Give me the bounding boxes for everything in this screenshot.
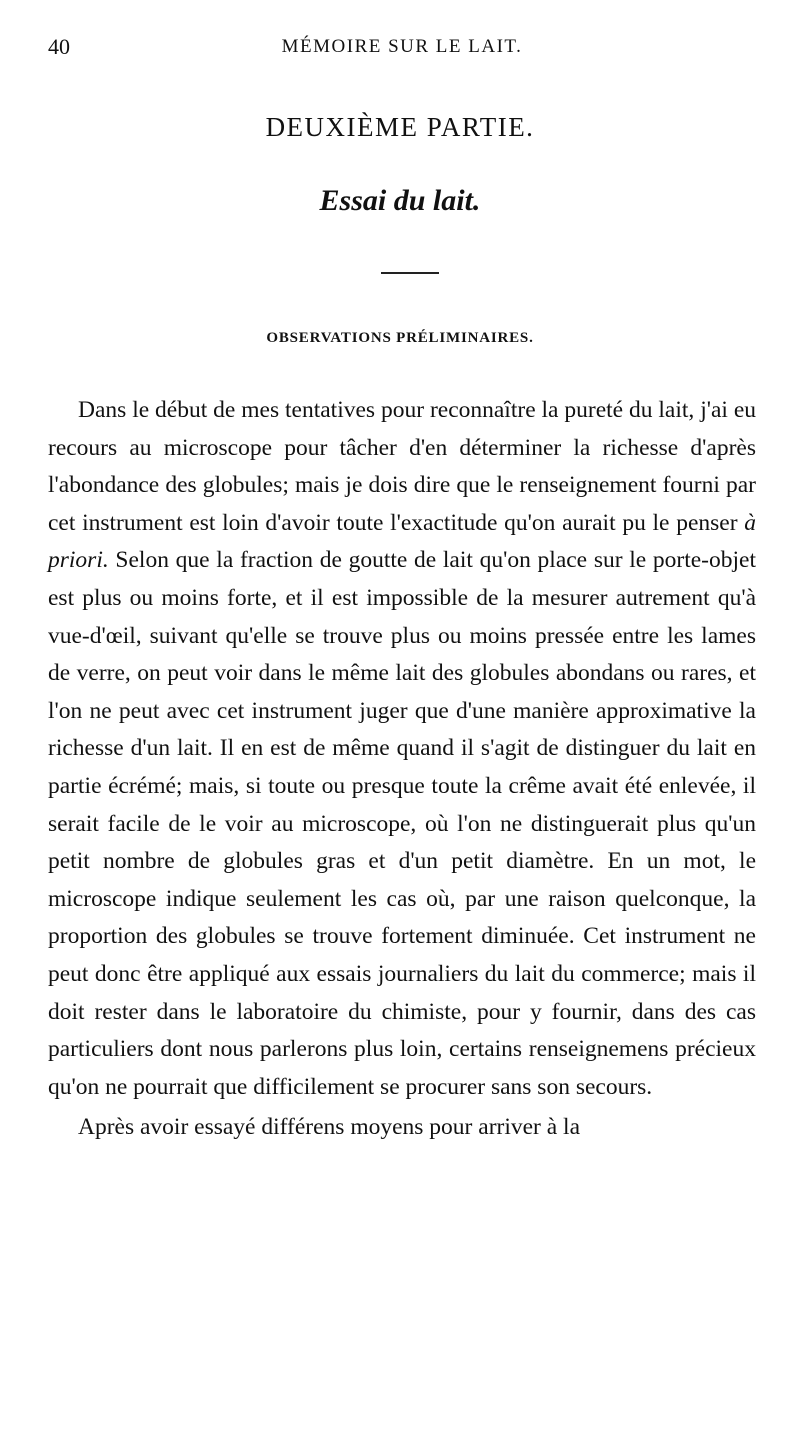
observations-heading: OBSERVATIONS PRÉLIMINAIRES. xyxy=(266,330,534,346)
running-title: MÉMOIRE SUR LE LAIT. xyxy=(281,36,523,57)
paragraph-1-text-a: Dans le début de mes tentatives pour reconnaître la pureté du lait, j'ai eu recours au microscope pour tâcher d'en déterminer la richesse d'après l'abondance des globules; mais je dois dire que le renseignement fourni par cet instrument est loin d'avoir toute l'exactitude qu'on aurait pu le penser xyxy=(48,397,756,536)
running-head xyxy=(48,34,756,74)
page-number: 40 xyxy=(48,34,70,59)
paragraph-2-text: Après avoir essayé différens moyens pour arriver à la xyxy=(78,1114,581,1141)
section-divider xyxy=(381,272,439,274)
paragraph-1-text-b: Selon que la fraction de goutte de lait qu'on place sur le porte-objet est plus ou moins forte, et il est impossible de la mesurer autrement qu'à vue-d'œil, suivant qu'elle se trouve plus ou moins pressée entre les lames de verre, on peut voir dans le même lait des globules abondans ou rares, et l'on ne peut avec cet instrument juger que d'une manière approximative la richesse d'un lait. Il en est de même quand il s'agit de distinguer du lait en partie écrémé; mais, si toute ou presque toute la crême avait été enlevée, il serait facile de le voir au microscope, où l'on ne distinguerait plus qu'un petit nombre de globules gras et d'un petit diamètre. En un mot, le microscope indique seulement les cas où, par une raison quelconque, la proportion des globules se trouve fortement diminuée. Cet instrument ne peut donc être appliqué aux essais journaliers du lait du commerce; mais il doit rester dans le laboratoire du chimiste, pour y fournir, dans des cas particuliers dont nous parlerons plus loin, certains renseignemens précieux qu'on ne pourrait que difficilement se procurer sans son secours. xyxy=(48,547,756,1100)
paragraph-1-italic: à priori. xyxy=(48,509,756,574)
paragraph-2 xyxy=(48,1109,756,1147)
body-text xyxy=(48,392,756,1147)
part-title: DEUXIÈME PARTIE. xyxy=(265,112,535,142)
paragraph-1 xyxy=(48,392,756,1106)
section-subtitle: Essai du lait. xyxy=(319,184,481,217)
